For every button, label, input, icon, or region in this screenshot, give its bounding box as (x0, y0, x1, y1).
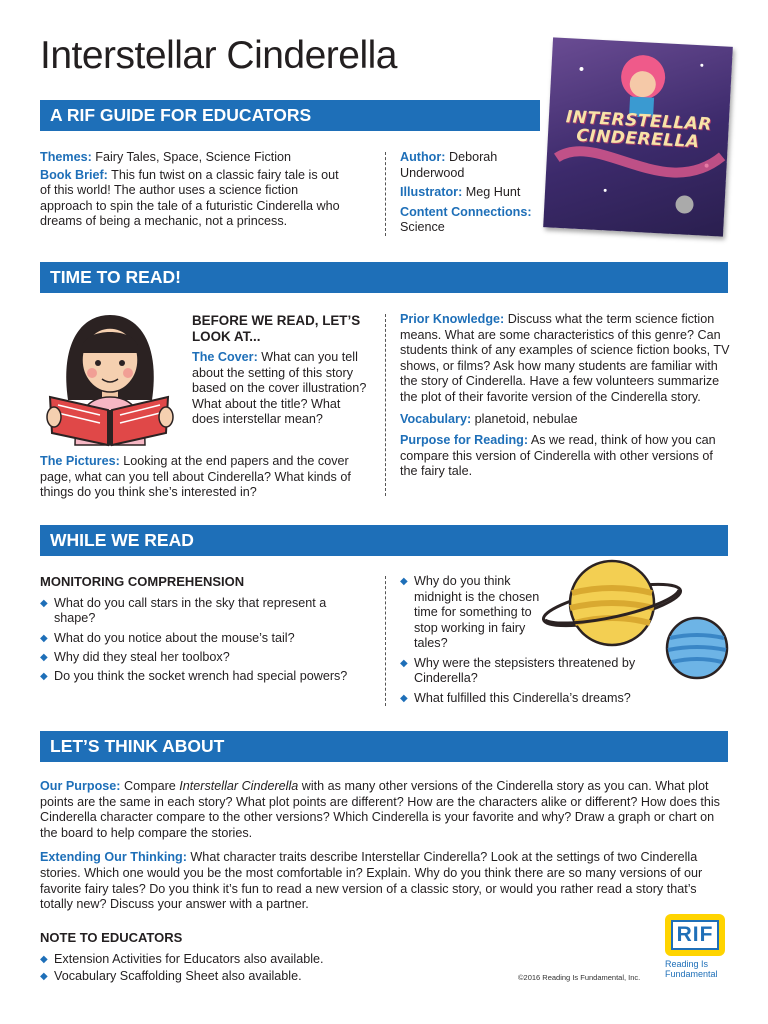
the-pictures (40, 454, 370, 501)
vocabulary-value: planetoid, nebulae (474, 411, 578, 426)
book-cover-image (543, 37, 733, 236)
rif-logo (665, 914, 727, 979)
themes-label: Themes: (40, 150, 92, 164)
guide-left-column (40, 150, 345, 230)
section-band-while-we-read: WHILE WE READ (40, 525, 728, 556)
prior-knowledge (400, 312, 730, 406)
before-we-read (192, 313, 367, 428)
content-connections-label: Content Connections: (400, 204, 532, 219)
purpose-for-reading-value: As we read, think of how you can compare this version of Cinderella with other versions of the fairy tale. (400, 433, 716, 479)
the-pictures-value: Looking at the end papers and the cover page, what can you tell about Cinderella? What kinds of things do you think she’s interested in? (40, 454, 351, 500)
prior-knowledge-value: Discuss what the term science fiction means. What are some characteristics of this genre? Can students think of any examples of science fiction books, TV shows, or films? Ask how many students are familiar with the story of Cinderella. Have a few volunteers summarize the plot of their favorite version of the Cinderella story. (400, 312, 730, 404)
rif-tagline-line-1: Reading Is (665, 959, 709, 969)
content-connections (400, 205, 540, 236)
think-about-content (40, 779, 730, 913)
extending-label: Extending Our Thinking: (40, 850, 187, 865)
girl-reading-illustration (40, 305, 180, 450)
purpose-for-reading (400, 433, 730, 480)
book-brief-label: Book Brief: (40, 167, 108, 182)
monitoring-comprehension (40, 574, 355, 689)
column-divider (385, 152, 386, 236)
author-label: Author: (400, 150, 446, 164)
list-item: ◆ What do you notice about the mouse’s tail? (40, 631, 355, 647)
list-item: ◆ What fulfilled this Cinderella’s dreams? (400, 691, 690, 707)
vocabulary (400, 412, 730, 428)
themes (40, 150, 345, 166)
the-pictures-label: The Pictures: (40, 454, 120, 468)
book-brief (40, 168, 345, 230)
our-purpose-text-2: with as many other versions of the Cinderella story as you can. What plot points are the same in each story? What plot points are different? How are the characters alike or different? How does this Cinderella character compare to the other versions? Which Cinderella is your favorite and why? Draw a graph or chart on the board to help compare the stories. (40, 779, 720, 840)
our-purpose-label: Our Purpose: (40, 779, 121, 793)
note-list (40, 952, 480, 985)
section-band-guide: A RIF GUIDE FOR EDUCATORS (40, 100, 540, 131)
the-cover (192, 350, 367, 428)
rif-tagline (665, 959, 727, 979)
note-to-educators (40, 930, 480, 989)
book-brief-value: This fun twist on a classic fairy tale is out of this world! The author uses a science fiction approach to spin the tale of a futuristic Cinderella who dreams of being a mechanic, not a princess. (40, 167, 340, 229)
the-cover-value: What can you tell about the setting of this story based on the cover illustration? What about the title? What does interstellar mean? (192, 350, 367, 427)
list-item: ◆ Why did they steal her toolbox? (40, 650, 355, 666)
time-to-read-right-column (400, 312, 730, 480)
extending-our-thinking (40, 850, 730, 912)
column-divider (385, 576, 386, 706)
prior-knowledge-label: Prior Knowledge: (400, 312, 505, 326)
author-value: Deborah Underwood (400, 150, 498, 180)
copyright: ©2016 Reading Is Fundamental, Inc. (518, 973, 641, 982)
list-item: ◆ Why do you think midnight is the chosen time for something to stop working in fairy tales? (400, 574, 544, 652)
section-band-time-to-read: TIME TO READ! (40, 262, 728, 293)
extending-value: What character traits describe Interstellar Cinderella? Look at the settings of two Cinderella stories. Which one would you be the most comfortable in? Explain. Why do you think there are so many versions of our favorite fairy tales? Do you think it’s fun to read a new version of a classic story, or would you rather read a story that’s totally new? Discuss your answer with a partner. (40, 850, 703, 912)
list-item: ◆ What do you call stars in the sky that represent a shape? (40, 596, 355, 627)
page-title: Interstellar Cinderella (40, 34, 398, 77)
purpose-for-reading-label: Purpose for Reading: (400, 433, 529, 448)
planets-illustration (540, 548, 740, 688)
author (400, 150, 540, 181)
rif-tagline-line-2: Fundamental (665, 969, 718, 979)
column-divider (385, 314, 386, 496)
rif-logo-text: RIF (671, 920, 719, 950)
illustrator-label: Illustrator: (400, 185, 463, 200)
list-item: ◆ Extension Activities for Educators also available. (40, 952, 480, 968)
cover-title: INTERSTELLAR CINDERELLA (565, 107, 713, 153)
illustrator (400, 185, 540, 201)
illustrator-value: Meg Hunt (465, 185, 521, 200)
the-cover-label: The Cover: (192, 350, 258, 364)
monitoring-comprehension-heading: MONITORING COMPREHENSION (40, 574, 245, 589)
vocabulary-label: Vocabulary: (400, 411, 472, 426)
list-item: ◆ Why were the stepsisters threatened by Cinderella? (400, 656, 690, 687)
note-heading: NOTE TO EDUCATORS (40, 930, 183, 945)
themes-value: Fairy Tales, Space, Science Fiction (95, 150, 292, 164)
before-we-read-heading: BEFORE WE READ, LET’S LOOK AT... (192, 313, 361, 344)
rif-logo-box (665, 914, 725, 956)
guide-right-column (400, 150, 540, 236)
list-item: ◆ Do you think the socket wrench had special powers? (40, 669, 355, 685)
left-questions-list (40, 596, 355, 685)
our-purpose-text: Compare (123, 779, 176, 793)
section-band-think-about: LET’S THINK ABOUT (40, 731, 728, 762)
content-connections-value: Science (400, 220, 445, 235)
our-purpose-book-title: Interstellar Cinderella (179, 779, 299, 793)
list-item: ◆ Vocabulary Scaffolding Sheet also available. (40, 969, 480, 985)
our-purpose (40, 779, 730, 841)
